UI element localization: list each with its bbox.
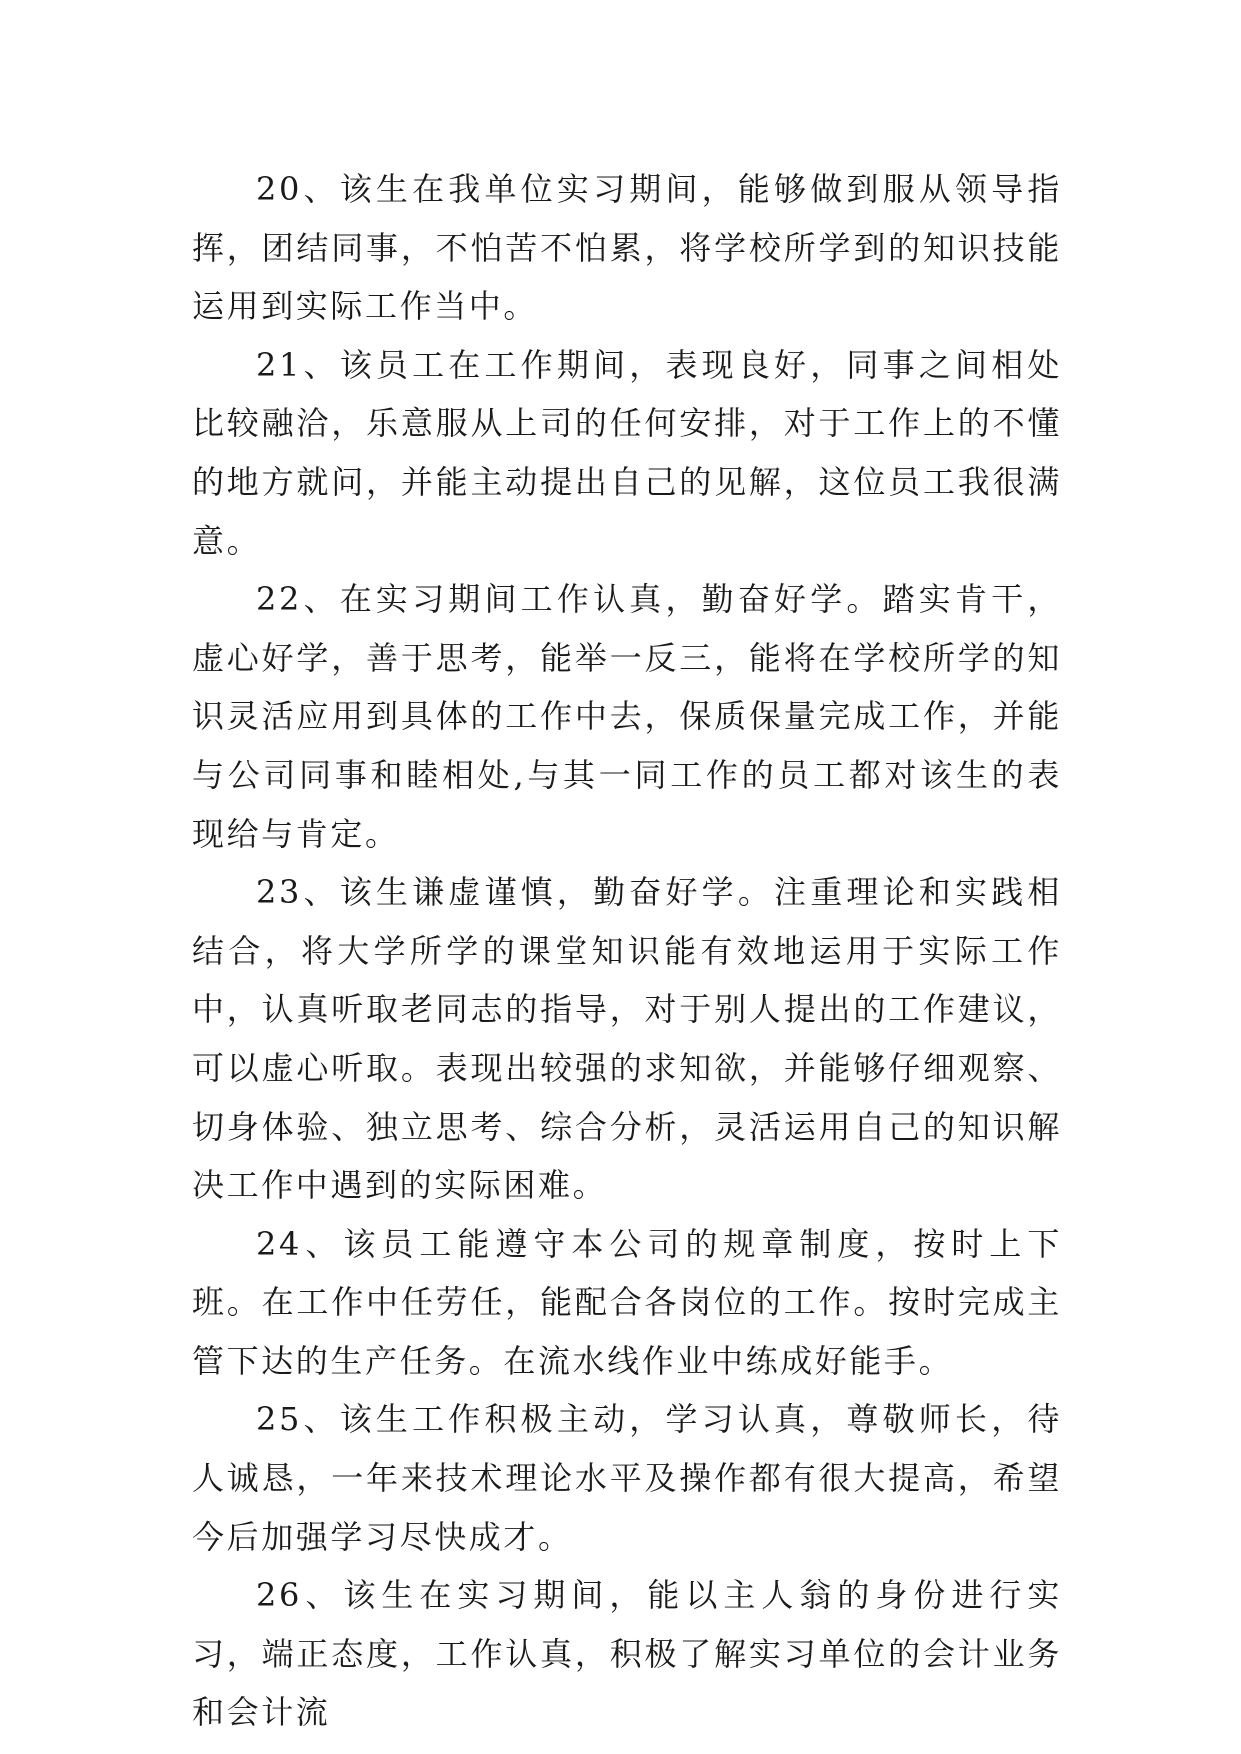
paragraph-21: 21、该员工在工作期间，表现良好，同事之间相处比较融洽，乐意服从上司的任何安排，对于工作上的不懂的地方就问，并能主动提出自己的见解，这位员工我很满意。: [192, 345, 1062, 560]
paragraph-23: 23、该生谦虚谨慎，勤奋好学。注重理论和实践相结合，将大学所学的课堂知识能有效地运用于实际工作中，认真听取老同志的指导，对于别人提出的工作建议，可以虚心听取。表现出较强的求知欲，并能够仔细观察、切身体验、独立思考、综合分析，灵活运用自己的知识解决工作中遇到的实际困难。: [192, 873, 1062, 1205]
paragraph-24: 24、该员工能遵守本公司的规章制度，按时上下班。在工作中任劳任，能配合各岗位的工作。按时完成主管下达的生产任务。在流水线作业中练成好能手。: [192, 1224, 1062, 1380]
paragraph-26: 26、该生在实习期间，能以主人翁的身份进行实习，端正态度，工作认真，积极了解实习单位的会计业务和会计流: [192, 1576, 1062, 1732]
paragraph-20: 20、该生在我单位实习期间，能够做到服从领导指挥，团结同事，不怕苦不怕累，将学校所学到的知识技能运用到实际工作当中。: [192, 170, 1062, 326]
document-body: [192, 160, 1062, 1742]
paragraph-25: 25、该生工作积极主动，学习认真，尊敬师长，待人诚恳，一年来技术理论水平及操作都有很大提高，希望今后加强学习尽快成才。: [192, 1400, 1062, 1556]
paragraph-22: 22、在实习期间工作认真，勤奋好学。踏实肯干，虚心好学，善于思考，能举一反三，能将在学校所学的知识灵活应用到具体的工作中去，保质保量完成工作，并能与公司同事和睦相处,与其一同工作的员工都对该生的表现给与肯定。: [192, 580, 1062, 853]
